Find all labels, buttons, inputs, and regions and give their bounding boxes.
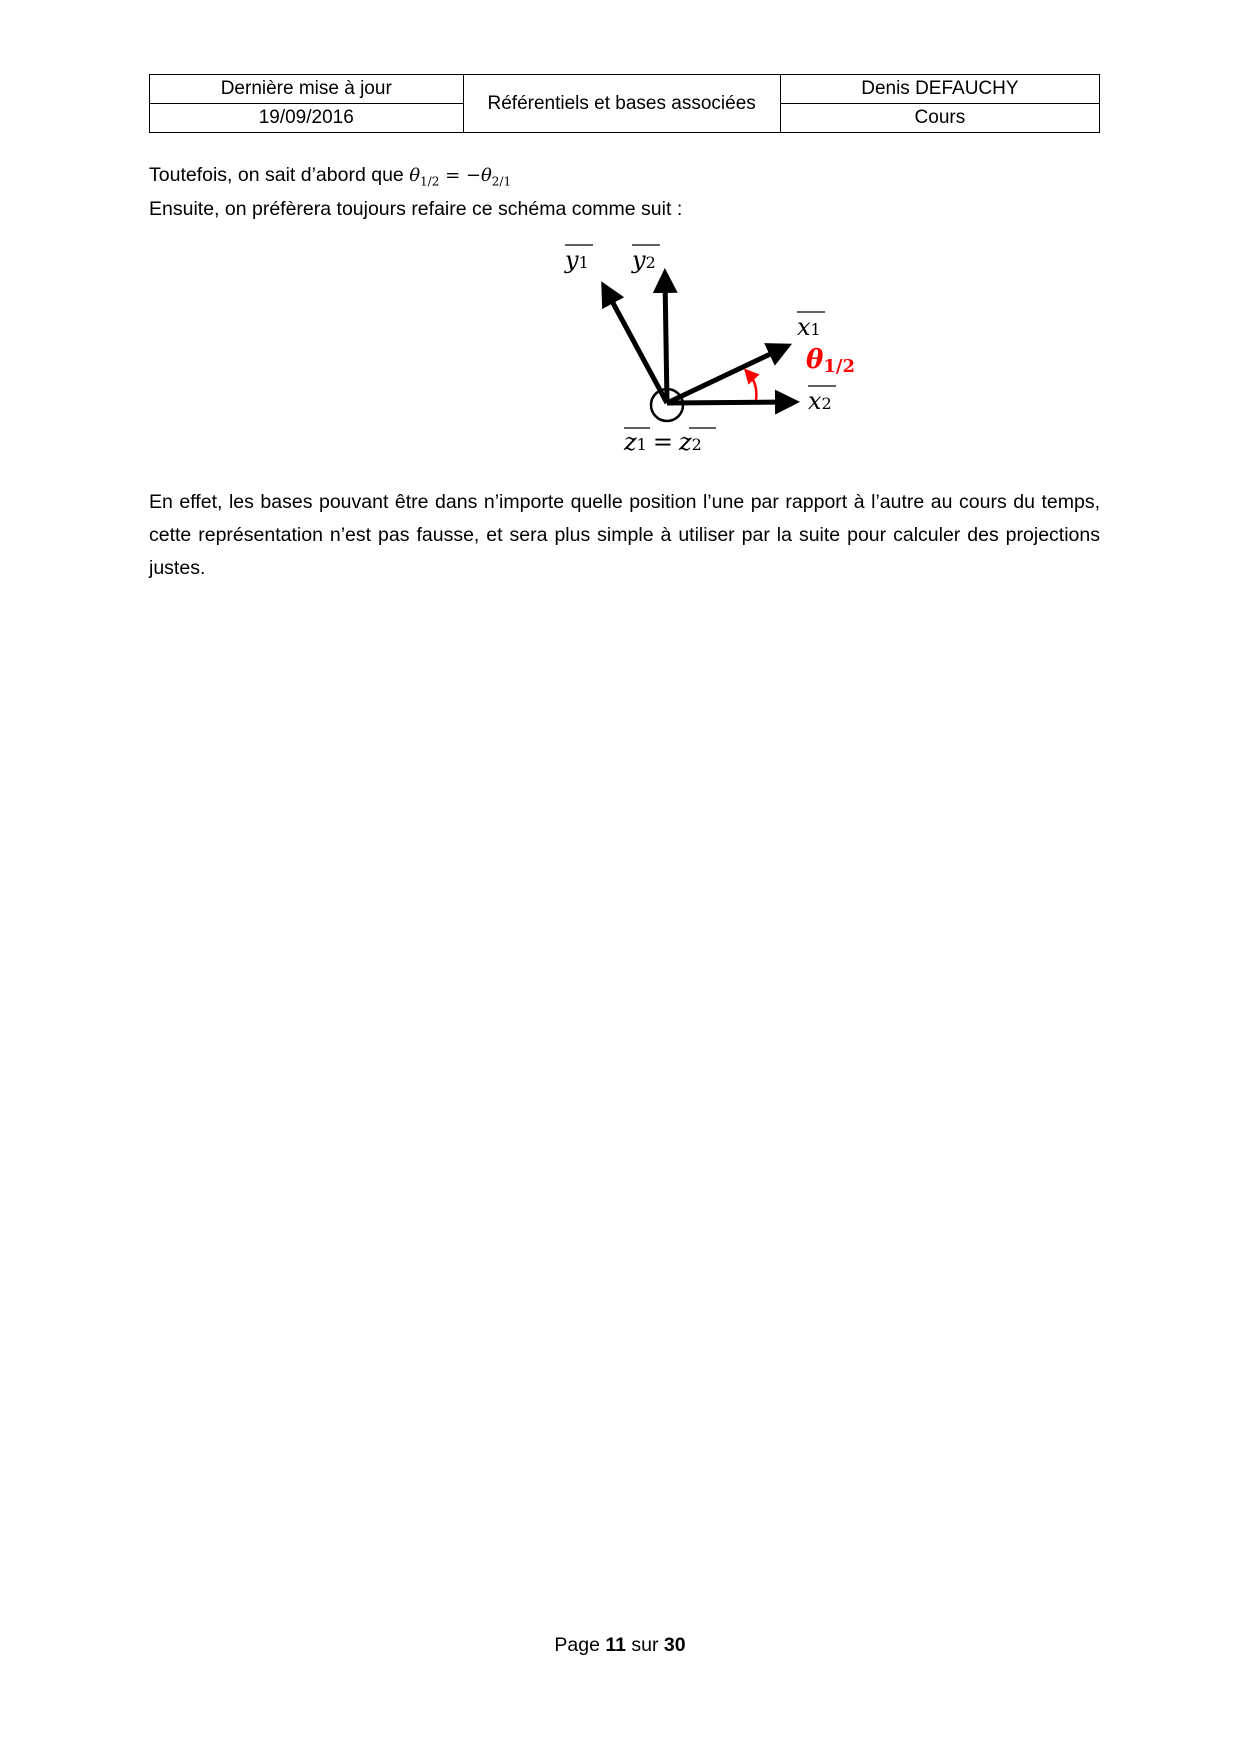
label-z: [623, 428, 716, 456]
svg-text:x2: x2: [808, 387, 832, 415]
author: Denis DEFAUCHY: [780, 75, 1099, 104]
label-y2: [631, 245, 660, 274]
label-angle: [806, 345, 855, 377]
last-update-label: Dernière mise à jour: [150, 75, 464, 104]
update-date: 19/09/2016: [150, 104, 464, 133]
x2-arrow: [667, 402, 790, 403]
total-pages: 30: [663, 1634, 686, 1656]
label-x1: [797, 312, 825, 341]
schema-intro: Ensuite, on préfèrera toujours refaire ce schéma comme suit :: [149, 198, 683, 220]
intro-text: Toutefois, on sait d’abord que: [149, 164, 410, 186]
x1-arrow: [667, 348, 783, 403]
svg-text:y2: y2: [632, 246, 656, 274]
document-type: Cours: [780, 104, 1099, 133]
page-footer: Page 11 sur 30: [554, 1634, 686, 1656]
label-x2: [808, 386, 836, 415]
svg-text:x1: x1: [797, 313, 821, 341]
svg-text:z1=z2: z1 = z2: [624, 428, 702, 456]
svg-text:θ1/2: θ1/2: [806, 345, 855, 377]
angle-arc: [749, 374, 756, 400]
basis-diagram: [0, 0, 1240, 520]
explanation-paragraph: En effet, les bases pouvant être dans n’importe quelle position l’une par rapport à l’autre au cours du temps, cette représentation n’est pas fausse, et sera plus simple à utiliser par la suite pour calculer des projections justes.: [149, 491, 1100, 579]
svg-text:y1: y1: [565, 246, 589, 274]
document-title: Référentiels et bases associées: [463, 75, 780, 133]
y2-arrow: [665, 278, 667, 403]
current-page: 11: [605, 1634, 626, 1656]
y1-arrow: [606, 290, 667, 403]
angle-equation: $\theta_{1/2} = -\theta_{2/1}$: [409, 165, 512, 189]
label-y1: [564, 245, 593, 274]
